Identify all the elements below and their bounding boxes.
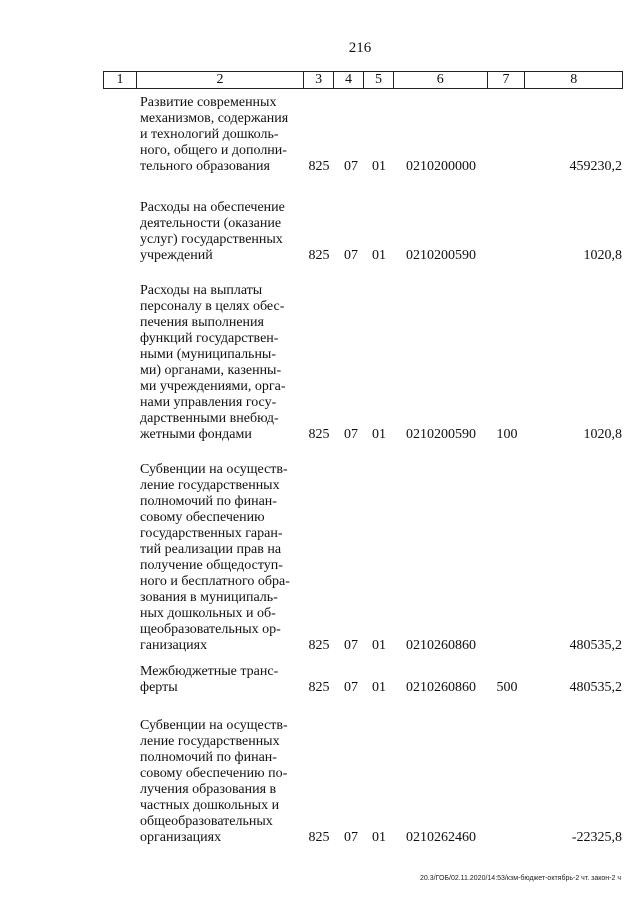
row-value-c4: 07 [344,159,358,174]
description-line: лучения образования в [140,782,277,797]
description-line: Развитие современных [140,95,277,110]
description-line: и технологий дошколь- [140,127,279,142]
row-value-c3: 825 [308,830,330,845]
description-line: организациях [140,830,222,845]
row-value-c7: 100 [496,427,518,442]
row-value-c3: 825 [308,680,330,695]
row-description [140,95,298,175]
description-line: печения выполнения [140,315,264,330]
row-value-c4: 07 [344,680,358,695]
footer-stamp: 20.3/ГОБ/02.11.2020/14:53/кзм-бюджет-октябрь-2 чт. закон-2 ч [420,875,621,882]
row-value-c5: 01 [372,159,386,174]
description-line: ного и бесплатного обра- [140,574,290,589]
description-line: жетными фондами [140,427,252,442]
header-col-8: 8 [524,72,622,88]
row-value-c6: 0210200000 [406,159,476,174]
row-value-c6: 0210200590 [406,427,476,442]
row-value-c4: 07 [344,248,358,263]
row-value-c5: 01 [372,638,386,653]
row-value-c3: 825 [308,638,330,653]
row-value-c8: 1020,8 [583,248,622,263]
description-line: Межбюджетные транс- [140,664,279,679]
description-line: ного, общего и дополни- [140,143,287,158]
row-value-c8: 480535,2 [569,638,622,653]
header-col-6: 6 [393,72,487,88]
row-description [140,718,298,846]
description-line: ферты [140,680,178,695]
description-line: Расходы на выплаты [140,283,263,298]
row-description [140,664,298,696]
description-line: ми учреждениями, орга- [140,379,286,394]
description-line: нами управления госу- [140,395,277,410]
description-line: частных дошкольных и [140,798,280,813]
row-value-c8: 1020,8 [583,427,622,442]
row-value-c6: 0210260860 [406,638,476,653]
description-line: ление государственных [140,734,280,749]
row-value-c8: 480535,2 [569,680,622,695]
description-line: механизмов, содержания [140,111,289,126]
description-line: ганизациях [140,638,208,653]
description-line: персоналу в целях обес- [140,299,285,314]
description-line: ными (муниципальны- [140,347,277,362]
row-value-c5: 01 [372,427,386,442]
header-col-2: 2 [136,72,303,88]
description-line: щеобразовательных ор- [140,622,281,637]
row-value-c3: 825 [308,159,330,174]
header-col-3: 3 [303,72,333,88]
header-col-4: 4 [333,72,363,88]
row-value-c6: 0210262460 [406,830,476,845]
description-line: Субвенции на осуществ- [140,462,288,477]
row-value-c5: 01 [372,830,386,845]
header-col-5: 5 [363,72,393,88]
description-line: учреждений [140,248,213,263]
row-value-c3: 825 [308,427,330,442]
description-line: получение общедоступ- [140,558,283,573]
row-value-c6: 0210260860 [406,680,476,695]
row-value-c4: 07 [344,830,358,845]
description-line: Субвенции на осуществ- [140,718,288,733]
row-value-c7: 500 [496,680,518,695]
description-line: общеобразовательных [140,814,273,829]
row-description [140,200,298,264]
row-value-c4: 07 [344,638,358,653]
description-line: зования в муниципаль- [140,590,278,605]
description-line: полномочий по финан- [140,750,277,765]
description-line: полномочий по финан- [140,494,277,509]
description-line: совому обеспечению [140,510,265,525]
row-value-c4: 07 [344,427,358,442]
description-line: совому обеспечению по- [140,766,288,781]
row-value-c5: 01 [372,248,386,263]
description-line: деятельности (оказание [140,216,282,231]
description-line: ми) органами, казенны- [140,363,282,378]
row-value-c6: 0210200590 [406,248,476,263]
description-line: дарственными внебюд- [140,411,279,426]
row-description [140,462,298,654]
description-line: Расходы на обеспечение [140,200,285,215]
description-line: функций государствен- [140,331,279,346]
row-value-c8: 459230,2 [569,159,622,174]
row-value-c8: -22325,8 [571,830,622,845]
header-col-1: 1 [116,72,124,87]
description-line: тельного образования [140,159,270,174]
description-line: ление государственных [140,478,280,493]
header-col-7: 7 [487,72,525,88]
description-line: государственных гаран- [140,526,283,541]
row-value-c3: 825 [308,248,330,263]
row-description [140,283,298,443]
description-line: услуг) государственных [140,232,283,247]
table-header [103,71,623,89]
description-line: тий реализации прав на [140,542,282,557]
page-number: 216 [348,40,372,56]
row-value-c5: 01 [372,680,386,695]
description-line: ных дошкольных и об- [140,606,276,621]
